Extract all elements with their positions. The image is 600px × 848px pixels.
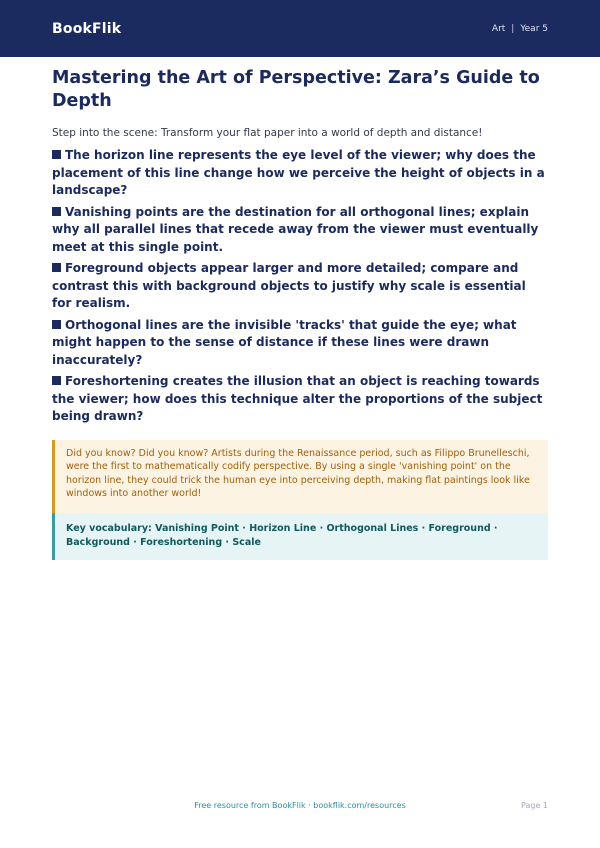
- question-text: Orthogonal lines are the invisible 'tracks' that guide the eye; what might happen to the sense of distance if these lines were drawn inaccurately?: [52, 317, 517, 367]
- question-list: [52, 147, 548, 426]
- question-text: Foreshortening creates the illusion that an object is reaching towards the viewer; how does this technique alter the proportions of the subject being drawn?: [52, 374, 543, 424]
- year-label: Year 5: [520, 23, 548, 34]
- intro-text: Step into the scene: Transform your flat paper into a world of depth and distance!: [52, 126, 483, 139]
- question-item: [52, 204, 548, 257]
- question-text: The horizon line represents the eye level of the viewer; why does the placement of this line change how we perceive the height of objects in a landscape?: [52, 148, 545, 198]
- square-bullet-icon: [52, 207, 61, 216]
- question-item: [52, 317, 548, 370]
- question-item: [52, 147, 548, 200]
- square-bullet-icon: [52, 320, 61, 329]
- page-title: Mastering the Art of Perspective: Zara’s Guide to Depth: [52, 68, 540, 111]
- worksheet-content: [0, 67, 600, 560]
- subject-label: Art: [491, 23, 506, 34]
- brand-logo[interactable]: BookFlik: [52, 20, 122, 37]
- header-bar: [0, 0, 600, 57]
- meta-separator: |: [511, 23, 515, 34]
- page-number: Page 1: [521, 801, 548, 810]
- footer-link[interactable]: Free resource from BookFlik · bookflik.com/resources: [194, 801, 406, 810]
- question-text: Foreground objects appear larger and more detailed; compare and contrast this with background objects to justify why scale is essential for realism.: [52, 261, 526, 311]
- question-text: Vanishing points are the destination for all orthogonal lines; explain why all parallel lines that recede away from the viewer must eventually meet at this single point.: [52, 204, 539, 254]
- header-meta: [492, 24, 548, 34]
- square-bullet-icon: [52, 263, 61, 272]
- vocabulary-box: Key vocabulary: Vanishing Point · Horizon Line · Orthogonal Lines · Foreground · Background · Foreshortening · Scale: [55, 513, 548, 561]
- square-bullet-icon: [52, 150, 61, 159]
- fun-fact-box: Did you know? Did you know? Artists during the Renaissance period, such as Filippo Brunelleschi, were the first to mathematically codify perspective. By using a single 'vanishing point' on the horizon line, they could trick the human eye into perceiving depth, making flat paintings look like windows into another world!: [52, 440, 548, 513]
- question-item: [52, 373, 548, 426]
- question-item: [52, 260, 548, 313]
- page-footer: [52, 801, 548, 810]
- info-callout: [52, 440, 548, 560]
- square-bullet-icon: [52, 376, 61, 385]
